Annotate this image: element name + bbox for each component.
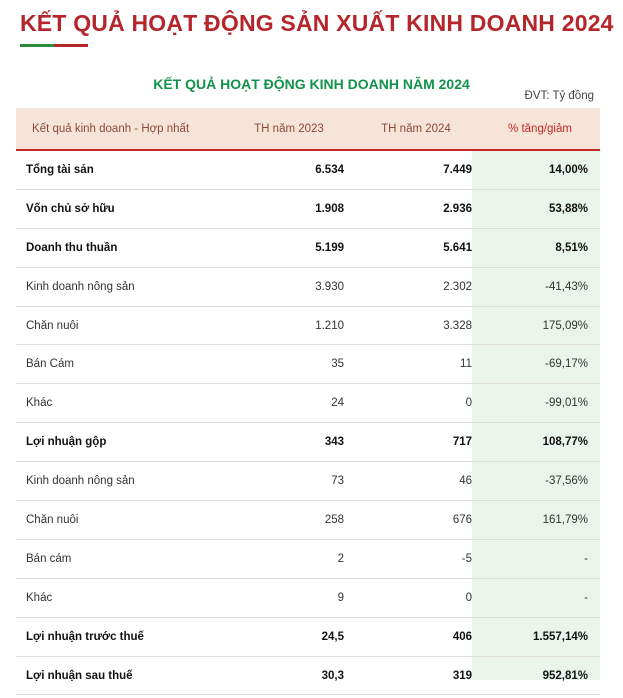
value-2023: 2 [337, 552, 344, 565]
value-2024: 0 [465, 397, 472, 410]
table-row [16, 345, 600, 384]
value-change: -37,56% [545, 475, 588, 488]
value-2024: 717 [452, 436, 472, 449]
value-2023: 24,5 [321, 630, 344, 643]
value-change: -99,01% [545, 397, 588, 410]
table-row [16, 268, 600, 307]
table-row [16, 229, 600, 268]
row-label: Kinh doanh nông sản [26, 280, 135, 293]
value-2024: 11 [460, 358, 472, 371]
value-2023: 24 [331, 397, 344, 410]
table-row [16, 540, 600, 579]
value-2024: 2.302 [443, 280, 472, 293]
value-2024: 7.449 [443, 163, 472, 176]
value-change: 952,81% [542, 669, 588, 682]
table-row [16, 307, 600, 346]
value-2023: 5.199 [315, 241, 344, 254]
value-change: -69,17% [545, 358, 588, 371]
value-2023: 30,3 [321, 669, 344, 682]
header-2024: TH năm 2024 [381, 122, 451, 135]
title-underline-red [54, 44, 88, 47]
value-change: - [584, 552, 588, 565]
row-label: Doanh thu thuần [26, 241, 118, 254]
row-label: Khác [26, 591, 53, 604]
value-2023: 343 [324, 436, 344, 449]
value-2023: 73 [331, 475, 344, 488]
value-2023: 3.930 [315, 280, 344, 293]
value-change: 53,88% [548, 202, 588, 215]
value-2024: 46 [459, 475, 472, 488]
value-2023: 258 [324, 513, 344, 526]
row-label: Lợi nhuận gộp [26, 436, 107, 449]
value-2023: 1.210 [315, 319, 344, 332]
row-label: Kinh doanh nông sản [26, 475, 135, 488]
value-2024: 676 [452, 513, 472, 526]
value-2024: 406 [452, 630, 472, 643]
row-label: Lợi nhuận sau thuế [26, 669, 133, 682]
table-row [16, 618, 600, 657]
value-change: 1.557,14% [533, 630, 588, 643]
row-label: Khác [26, 397, 53, 410]
header-category: Kết quả kinh doanh - Hợp nhất [32, 122, 190, 135]
table-title: KẾT QUẢ HOẠT ĐỘNG KINH DOANH NĂM 2024 [153, 76, 470, 92]
table-row [16, 423, 600, 462]
value-change: 14,00% [548, 163, 588, 176]
table-body [16, 151, 600, 695]
value-2023: 35 [331, 358, 344, 371]
value-2024: 3.328 [443, 319, 472, 332]
value-2024: 319 [452, 669, 472, 682]
results-table [16, 108, 600, 695]
table-row [16, 657, 600, 696]
value-2023: 6.534 [315, 163, 344, 176]
page-title: KẾT QUẢ HOẠT ĐỘNG SẢN XUẤT KINH DOANH 2024 [20, 10, 614, 36]
row-label: Lợi nhuận trước thuế [26, 630, 144, 643]
value-2024: -5 [461, 552, 472, 565]
value-change: 8,51% [555, 241, 588, 254]
value-2023: 1.908 [315, 202, 344, 215]
title-underline-green [20, 44, 54, 47]
table-row [16, 501, 600, 540]
table-row [16, 190, 600, 229]
value-change: 175,09% [542, 319, 588, 332]
row-label: Vốn chủ sở hữu [26, 202, 115, 215]
row-label: Chăn nuôi [26, 513, 79, 526]
header-change: % tăng/giảm [508, 122, 572, 135]
table-header [16, 108, 600, 151]
row-label: Bán cám [26, 552, 72, 565]
table-row [16, 462, 600, 501]
table-row [16, 384, 600, 423]
value-change: - [584, 591, 588, 604]
row-label: Bán Cám [26, 358, 74, 371]
table-row [16, 151, 600, 190]
value-2023: 9 [337, 591, 344, 604]
value-2024: 5.641 [443, 241, 472, 254]
value-change: -41,43% [545, 280, 588, 293]
value-change: 161,79% [542, 513, 588, 526]
value-2024: 0 [465, 591, 472, 604]
row-label: Chăn nuôi [26, 319, 79, 332]
header-2023: TH năm 2023 [254, 122, 324, 135]
value-2024: 2.936 [443, 202, 472, 215]
value-change: 108,77% [542, 436, 588, 449]
table-row [16, 579, 600, 618]
row-label: Tổng tài sản [26, 163, 94, 176]
unit-note: ĐVT: Tỷ đồng [524, 90, 594, 102]
